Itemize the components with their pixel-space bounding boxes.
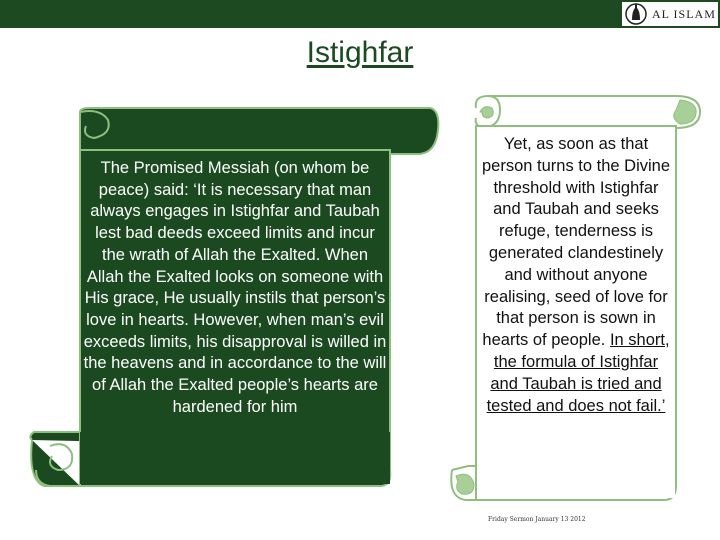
right-scroll-text xyxy=(480,134,672,417)
page-title: Istighfar xyxy=(306,36,414,69)
right-scroll-text-underlined: In short, the formula of Istighfar and Taubah is tried and tested and does not fail.’ xyxy=(486,331,670,415)
left-scroll-text: The Promised Messiah (on whom be peace) said: ‘It is necessary that man always engages in Istighfar and Taubah lest bad deeds exceed limits and incur the wrath of Allah the Exalted. When Allah the Exalted looks on someone with His grace, He usually instils that person’s love in hearts. However, when man’s evil exceeds limits, his disapproval is willed in the heavens and in accordance to the will of Allah the Exalted people’s hearts are hardened for him xyxy=(83,159,387,416)
footer-note: Friday Sermon January 13 2012 xyxy=(488,516,586,523)
logo-text: AL ISLAM xyxy=(652,7,716,21)
right-scroll-text-plain: Yet, as soon as that person turns to the Divine threshold with Istighfar and Taubah and seeks refuge, tenderness is generated clandestinely and without anyone realising, seed of love for that person is sown in hearts of people. xyxy=(481,135,671,350)
